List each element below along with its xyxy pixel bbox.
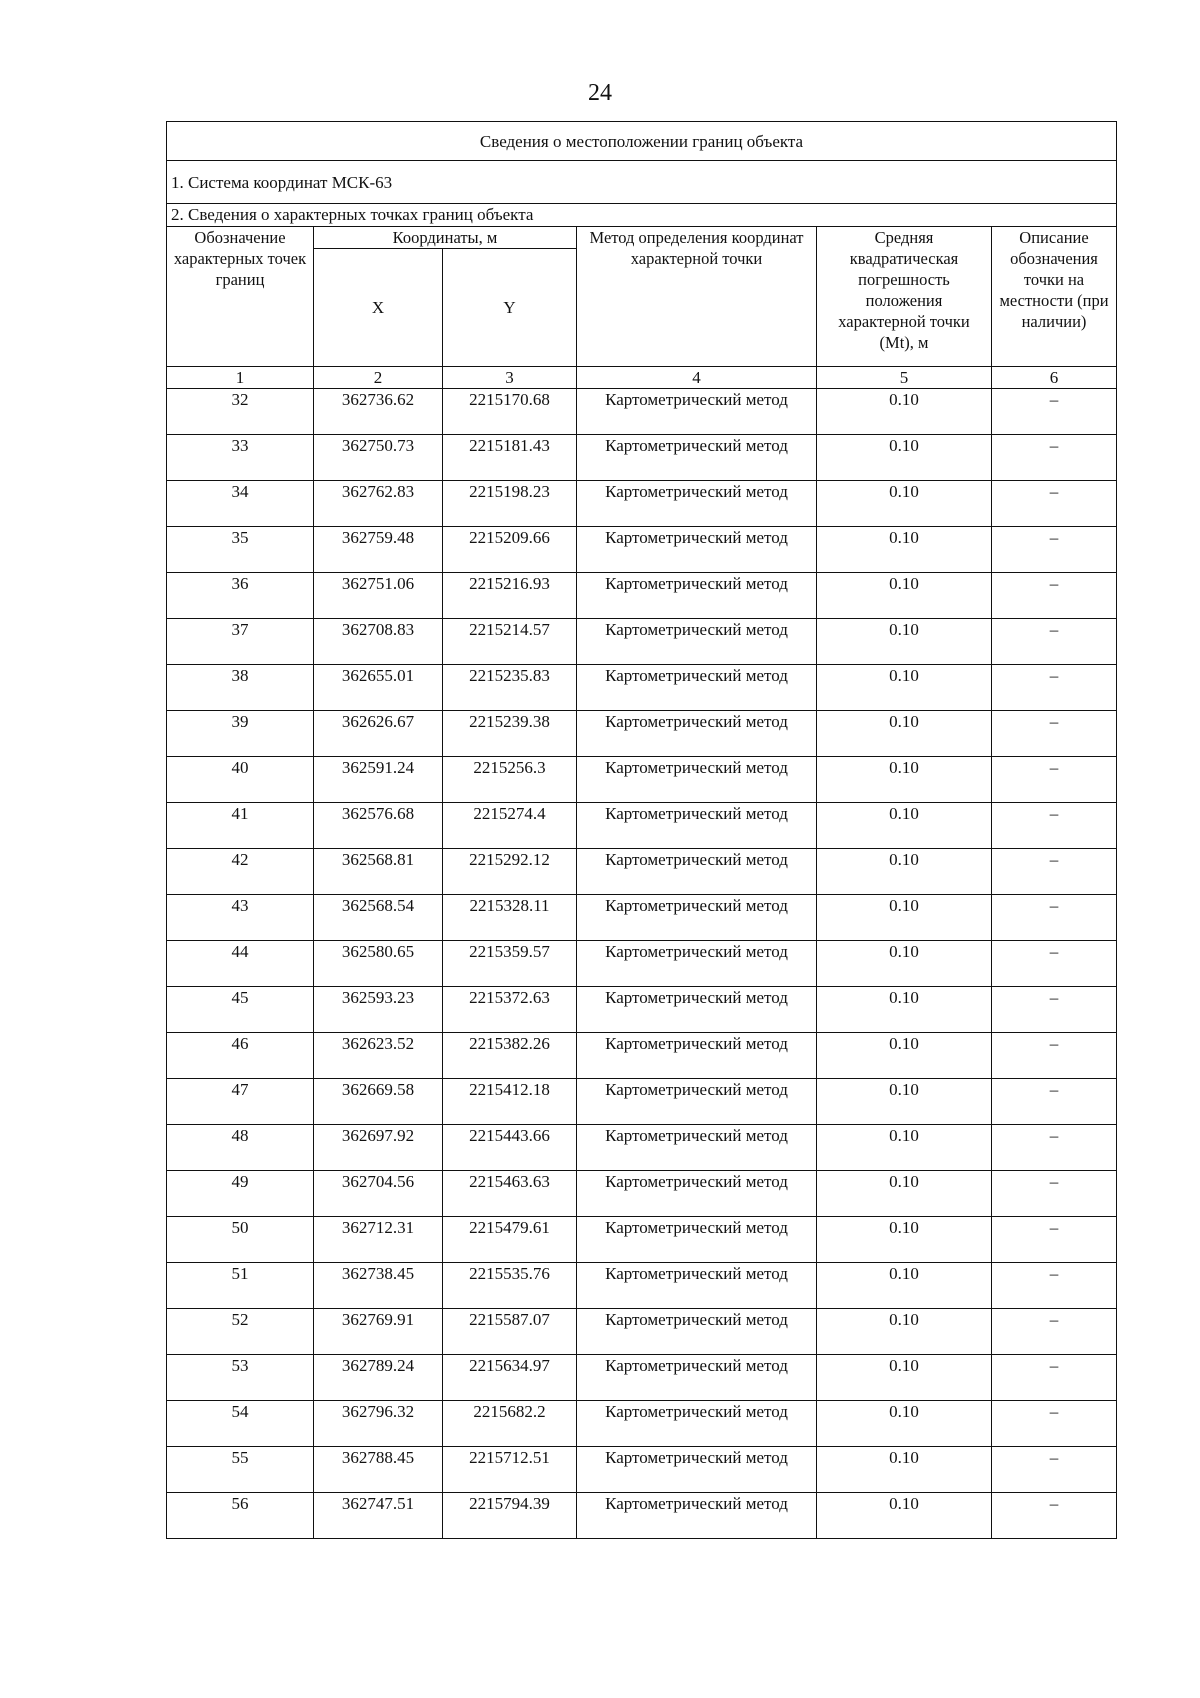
point-id: 52	[167, 1309, 314, 1355]
header-coordinates: Координаты, м	[314, 227, 577, 249]
method: Картометрический метод	[577, 389, 817, 435]
mt-error: 0.10	[817, 1217, 992, 1263]
coord-x: 362593.23	[314, 987, 443, 1033]
coord-y: 2215274.4	[443, 803, 577, 849]
point-id: 42	[167, 849, 314, 895]
mt-error: 0.10	[817, 895, 992, 941]
point-id: 48	[167, 1125, 314, 1171]
mt-error: 0.10	[817, 1033, 992, 1079]
point-id: 49	[167, 1171, 314, 1217]
column-number: 5	[817, 367, 992, 389]
point-description: –	[992, 803, 1117, 849]
column-number: 6	[992, 367, 1117, 389]
table-row	[167, 573, 1117, 619]
method: Картометрический метод	[577, 1125, 817, 1171]
coord-y: 2215181.43	[443, 435, 577, 481]
method: Картометрический метод	[577, 481, 817, 527]
table-row	[167, 941, 1117, 987]
table-row	[167, 757, 1117, 803]
point-id: 35	[167, 527, 314, 573]
table-row	[167, 1033, 1117, 1079]
table-row	[167, 1309, 1117, 1355]
coord-x: 362769.91	[314, 1309, 443, 1355]
method: Картометрический метод	[577, 849, 817, 895]
header-error: Средняя квадратическая погрешность положения характерной точки (Mt), м	[817, 227, 992, 367]
mt-error: 0.10	[817, 573, 992, 619]
coord-y: 2215209.66	[443, 527, 577, 573]
mt-error: 0.10	[817, 757, 992, 803]
point-description: –	[992, 1033, 1117, 1079]
coord-x: 362697.92	[314, 1125, 443, 1171]
coord-y: 2215479.61	[443, 1217, 577, 1263]
method: Картометрический метод	[577, 941, 817, 987]
mt-error: 0.10	[817, 1401, 992, 1447]
coord-x: 362738.45	[314, 1263, 443, 1309]
method: Картометрический метод	[577, 1033, 817, 1079]
coord-y: 2215235.83	[443, 665, 577, 711]
coord-x: 362626.67	[314, 711, 443, 757]
point-description: –	[992, 527, 1117, 573]
point-id: 47	[167, 1079, 314, 1125]
table-row	[167, 803, 1117, 849]
table-row	[167, 711, 1117, 757]
coord-x: 362576.68	[314, 803, 443, 849]
mt-error: 0.10	[817, 1079, 992, 1125]
coord-y: 2215794.39	[443, 1493, 577, 1539]
point-description: –	[992, 987, 1117, 1033]
point-description: –	[992, 665, 1117, 711]
point-id: 44	[167, 941, 314, 987]
table-row	[167, 1493, 1117, 1539]
point-description: –	[992, 757, 1117, 803]
points-section-title: 2. Сведения о характерных точках границ объекта	[167, 204, 1117, 227]
coord-x: 362759.48	[314, 527, 443, 573]
coord-y: 2215382.26	[443, 1033, 577, 1079]
coord-y: 2215239.38	[443, 711, 577, 757]
point-id: 53	[167, 1355, 314, 1401]
coord-y: 2215372.63	[443, 987, 577, 1033]
coord-x: 362751.06	[314, 573, 443, 619]
coordinate-system: 1. Система координат МСК-63	[167, 161, 1117, 204]
point-description: –	[992, 1447, 1117, 1493]
point-description: –	[992, 941, 1117, 987]
point-description: –	[992, 711, 1117, 757]
mt-error: 0.10	[817, 665, 992, 711]
column-number: 2	[314, 367, 443, 389]
column-numbers-row	[167, 367, 1117, 389]
header-designation: Обозначение характерных точек границ	[167, 227, 314, 367]
column-number: 1	[167, 367, 314, 389]
method: Картометрический метод	[577, 803, 817, 849]
coord-x: 362736.62	[314, 389, 443, 435]
mt-error: 0.10	[817, 435, 992, 481]
coord-y: 2215328.11	[443, 895, 577, 941]
point-id: 41	[167, 803, 314, 849]
table-row	[167, 1171, 1117, 1217]
mt-error: 0.10	[817, 1493, 992, 1539]
coord-y: 2215634.97	[443, 1355, 577, 1401]
page-number: 24	[588, 80, 612, 106]
method: Картометрический метод	[577, 573, 817, 619]
method: Картометрический метод	[577, 1401, 817, 1447]
column-number: 4	[577, 367, 817, 389]
coord-x: 362750.73	[314, 435, 443, 481]
method: Картометрический метод	[577, 1493, 817, 1539]
method: Картометрический метод	[577, 1263, 817, 1309]
table-row	[167, 849, 1117, 895]
coord-y: 2215682.2	[443, 1401, 577, 1447]
header-method: Метод определения координат характерной точки	[577, 227, 817, 367]
method: Картометрический метод	[577, 987, 817, 1033]
coord-y: 2215587.07	[443, 1309, 577, 1355]
coord-y: 2215198.23	[443, 481, 577, 527]
mt-error: 0.10	[817, 1263, 992, 1309]
mt-error: 0.10	[817, 1125, 992, 1171]
method: Картометрический метод	[577, 711, 817, 757]
method: Картометрический метод	[577, 1079, 817, 1125]
table-row	[167, 389, 1117, 435]
coord-x: 362568.81	[314, 849, 443, 895]
point-description: –	[992, 895, 1117, 941]
point-description: –	[992, 1171, 1117, 1217]
coord-x: 362712.31	[314, 1217, 443, 1263]
point-id: 43	[167, 895, 314, 941]
point-description: –	[992, 481, 1117, 527]
coord-x: 362788.45	[314, 1447, 443, 1493]
point-description: –	[992, 573, 1117, 619]
column-number: 3	[443, 367, 577, 389]
mt-error: 0.10	[817, 941, 992, 987]
point-id: 56	[167, 1493, 314, 1539]
coord-x: 362580.65	[314, 941, 443, 987]
coord-y: 2215216.93	[443, 573, 577, 619]
point-id: 36	[167, 573, 314, 619]
coord-x: 362762.83	[314, 481, 443, 527]
table-row	[167, 619, 1117, 665]
point-description: –	[992, 1493, 1117, 1539]
coord-y: 2215463.63	[443, 1171, 577, 1217]
point-description: –	[992, 1217, 1117, 1263]
point-id: 45	[167, 987, 314, 1033]
coord-y: 2215292.12	[443, 849, 577, 895]
point-description: –	[992, 1079, 1117, 1125]
point-description: –	[992, 1401, 1117, 1447]
point-description: –	[992, 1309, 1117, 1355]
method: Картометрический метод	[577, 1309, 817, 1355]
coord-y: 2215359.57	[443, 941, 577, 987]
table-row	[167, 435, 1117, 481]
mt-error: 0.10	[817, 1171, 992, 1217]
table-row	[167, 987, 1117, 1033]
table-row	[167, 1447, 1117, 1493]
point-id: 38	[167, 665, 314, 711]
mt-error: 0.10	[817, 803, 992, 849]
coord-x: 362796.32	[314, 1401, 443, 1447]
method: Картометрический метод	[577, 1355, 817, 1401]
mt-error: 0.10	[817, 389, 992, 435]
method: Картометрический метод	[577, 435, 817, 481]
coord-y: 2215256.3	[443, 757, 577, 803]
table-row	[167, 481, 1117, 527]
point-id: 33	[167, 435, 314, 481]
point-id: 37	[167, 619, 314, 665]
method: Картометрический метод	[577, 1171, 817, 1217]
point-description: –	[992, 849, 1117, 895]
point-id: 51	[167, 1263, 314, 1309]
point-id: 40	[167, 757, 314, 803]
method: Картометрический метод	[577, 527, 817, 573]
method: Картометрический метод	[577, 1447, 817, 1493]
table-row	[167, 1401, 1117, 1447]
point-description: –	[992, 1263, 1117, 1309]
point-description: –	[992, 1355, 1117, 1401]
coord-x: 362568.54	[314, 895, 443, 941]
coord-x: 362704.56	[314, 1171, 443, 1217]
table-row	[167, 895, 1117, 941]
header-x: X	[314, 249, 443, 367]
point-id: 50	[167, 1217, 314, 1263]
point-id: 54	[167, 1401, 314, 1447]
coord-y: 2215443.66	[443, 1125, 577, 1171]
mt-error: 0.10	[817, 1447, 992, 1493]
mt-error: 0.10	[817, 481, 992, 527]
mt-error: 0.10	[817, 711, 992, 757]
coord-x: 362623.52	[314, 1033, 443, 1079]
boundary-points-table	[166, 121, 1117, 1539]
method: Картометрический метод	[577, 757, 817, 803]
table-row	[167, 665, 1117, 711]
coord-x: 362655.01	[314, 665, 443, 711]
table-row	[167, 1125, 1117, 1171]
table-row	[167, 527, 1117, 573]
table-row	[167, 1079, 1117, 1125]
coord-y: 2215412.18	[443, 1079, 577, 1125]
point-id: 46	[167, 1033, 314, 1079]
coord-y: 2215170.68	[443, 389, 577, 435]
point-id: 32	[167, 389, 314, 435]
coord-y: 2215712.51	[443, 1447, 577, 1493]
point-description: –	[992, 619, 1117, 665]
mt-error: 0.10	[817, 849, 992, 895]
table-row	[167, 1217, 1117, 1263]
point-id: 34	[167, 481, 314, 527]
coord-x: 362669.58	[314, 1079, 443, 1125]
point-id: 39	[167, 711, 314, 757]
header-description: Описание обозначения точки на местности (при наличии)	[992, 227, 1117, 367]
mt-error: 0.10	[817, 527, 992, 573]
method: Картометрический метод	[577, 895, 817, 941]
coord-x: 362591.24	[314, 757, 443, 803]
point-id: 55	[167, 1447, 314, 1493]
point-description: –	[992, 1125, 1117, 1171]
coord-x: 362747.51	[314, 1493, 443, 1539]
mt-error: 0.10	[817, 1309, 992, 1355]
method: Картометрический метод	[577, 665, 817, 711]
point-description: –	[992, 389, 1117, 435]
header-y: Y	[443, 249, 577, 367]
method: Картометрический метод	[577, 1217, 817, 1263]
mt-error: 0.10	[817, 987, 992, 1033]
method: Картометрический метод	[577, 619, 817, 665]
mt-error: 0.10	[817, 1355, 992, 1401]
coord-y: 2215214.57	[443, 619, 577, 665]
table-title: Сведения о местоположении границ объекта	[167, 122, 1117, 161]
table-row	[167, 1263, 1117, 1309]
coord-y: 2215535.76	[443, 1263, 577, 1309]
mt-error: 0.10	[817, 619, 992, 665]
point-description: –	[992, 435, 1117, 481]
coord-x: 362789.24	[314, 1355, 443, 1401]
table-row	[167, 1355, 1117, 1401]
coord-x: 362708.83	[314, 619, 443, 665]
